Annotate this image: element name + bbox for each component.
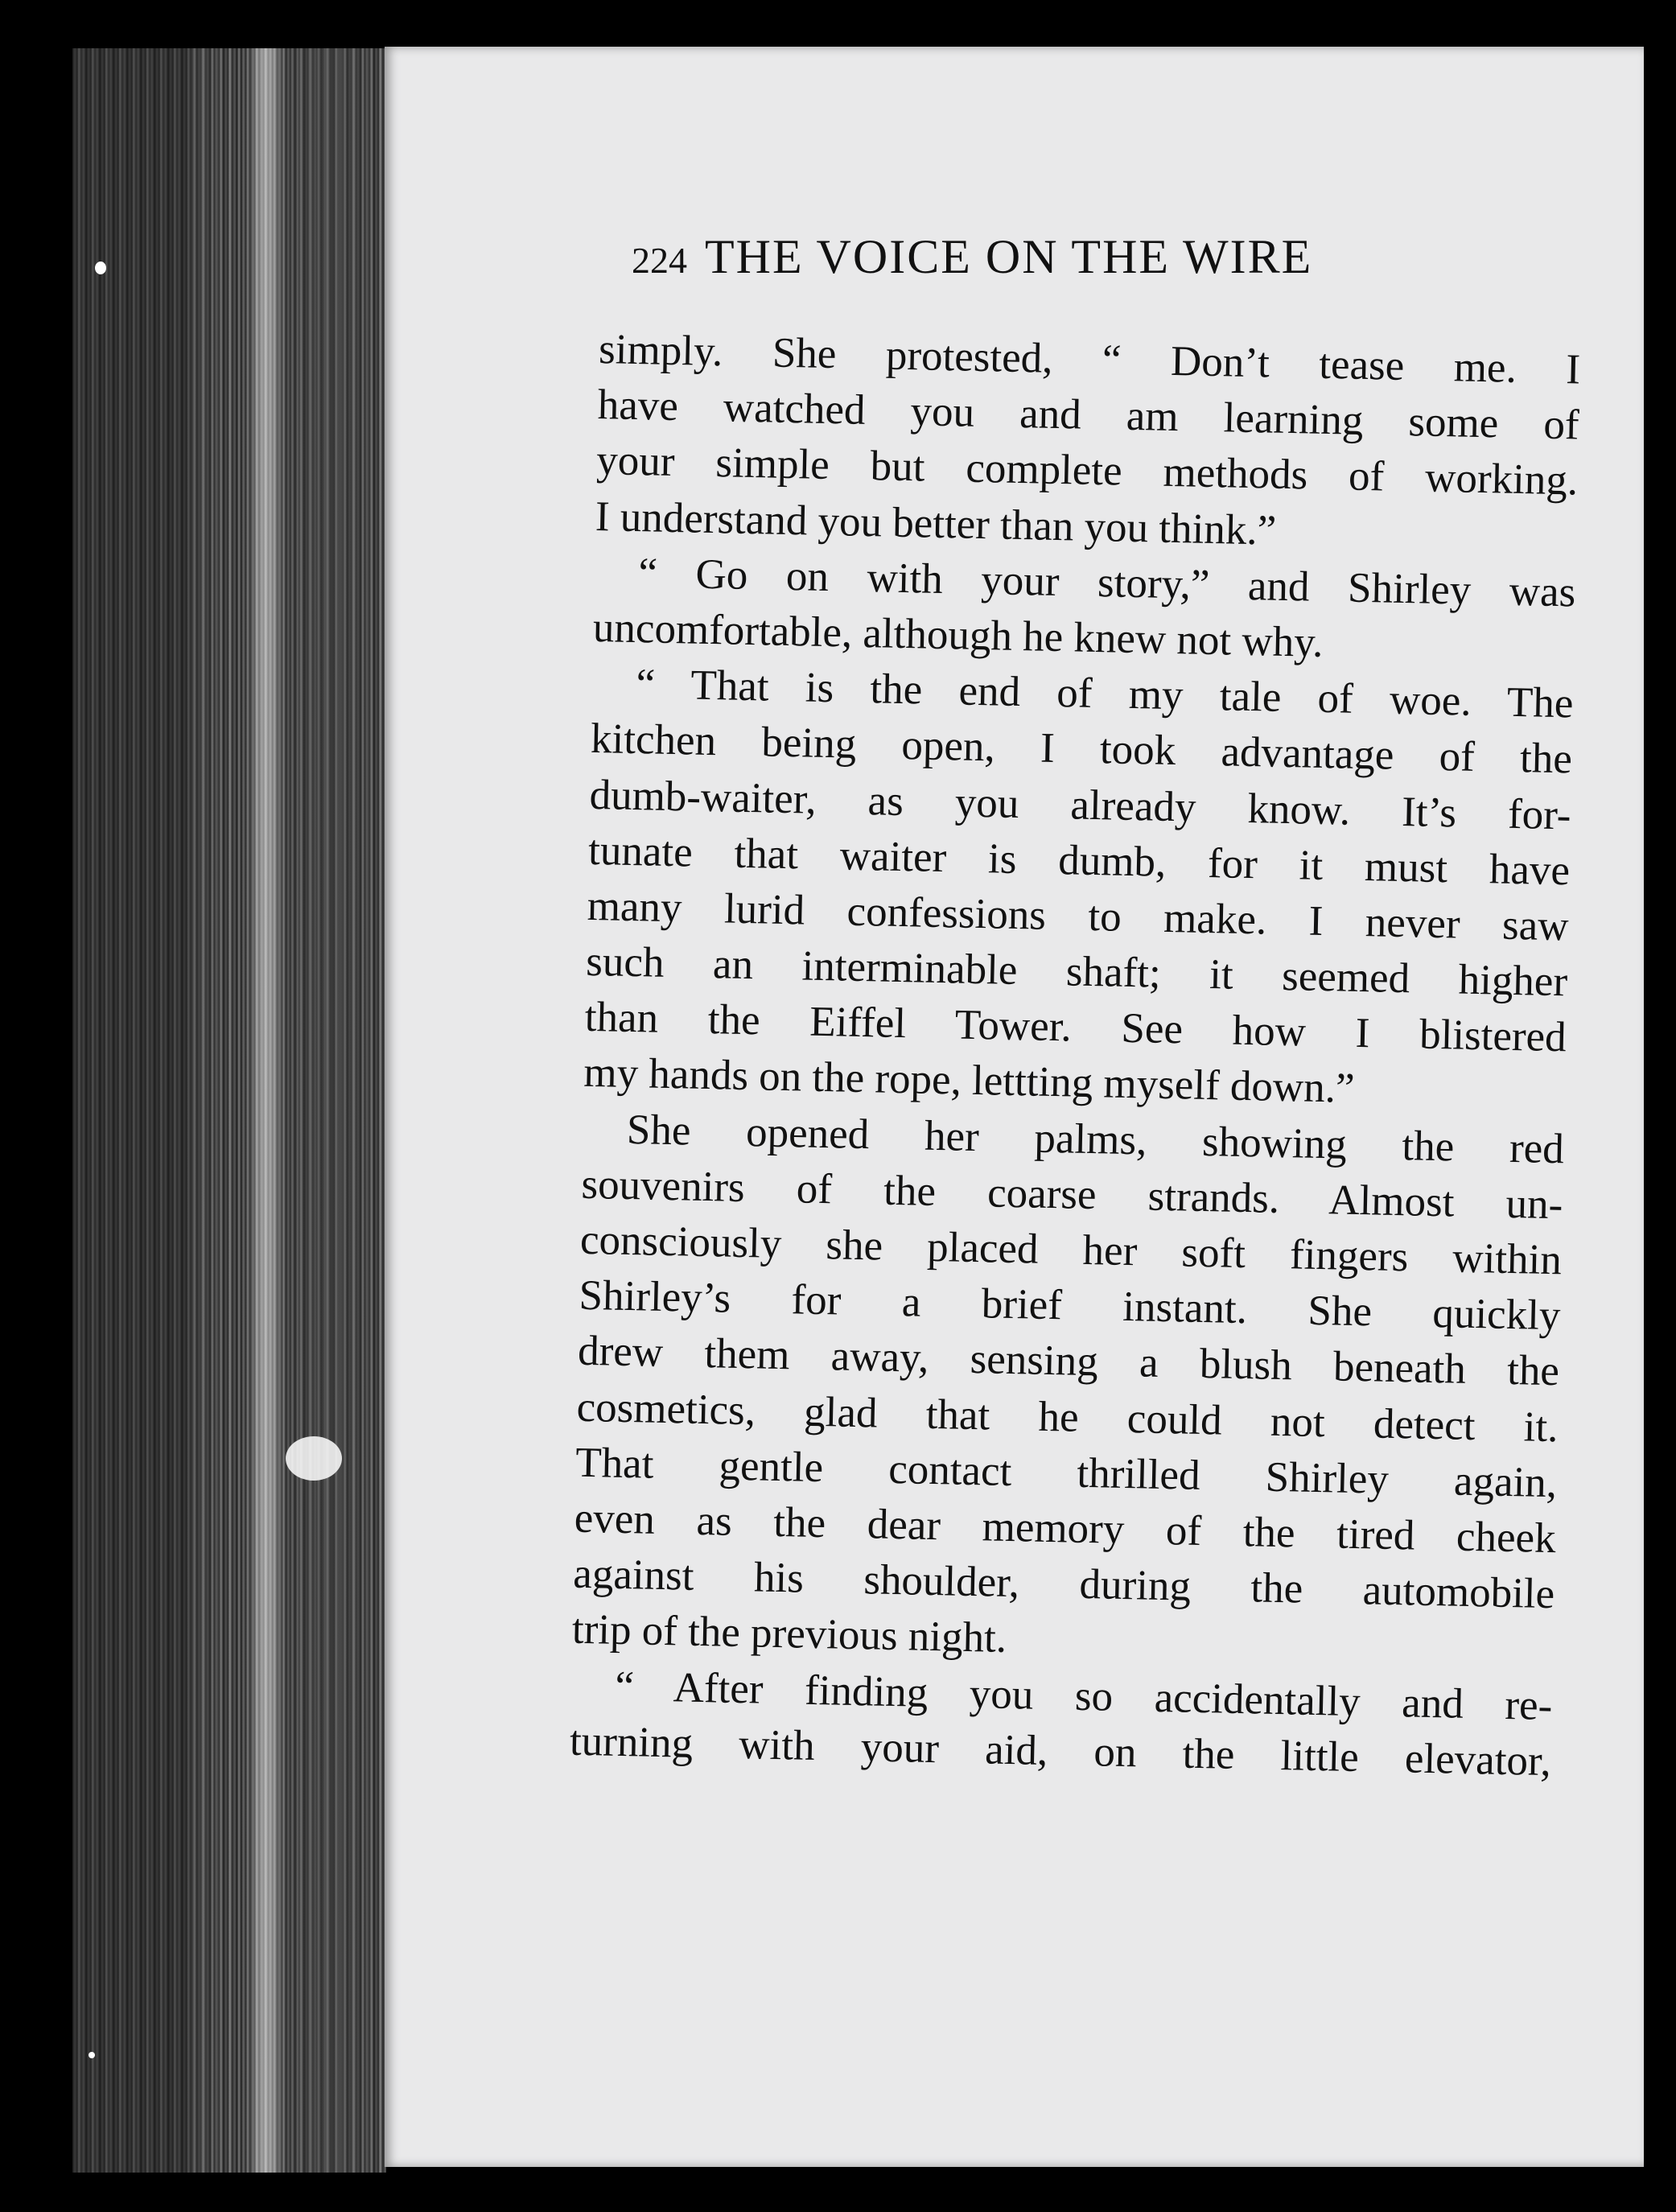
text-line: against his shoulder, during the automobile bbox=[572, 1550, 1555, 1618]
text-line: cosmetics, glad that he could not detect it. bbox=[576, 1383, 1559, 1451]
text-line: consciously she placed her soft fingers within bbox=[579, 1216, 1563, 1284]
text-line: Shirley’s for a brief instant. She quickly bbox=[579, 1271, 1561, 1340]
text-line: turning with your aid, on the little elevator, bbox=[569, 1717, 1552, 1785]
text-line: your simple but complete methods of working. bbox=[595, 437, 1579, 505]
text-line: many lurid confessions to make. I never saw bbox=[587, 882, 1570, 950]
text-line: souvenirs of the coarse strands. Almost un- bbox=[580, 1160, 1563, 1229]
body-text bbox=[569, 322, 1580, 1790]
text-line: That gentle contact thrilled Shirley again, bbox=[574, 1439, 1558, 1506]
scan-speck bbox=[95, 262, 106, 274]
running-header bbox=[632, 229, 1485, 294]
text-line: trip of the previous night. bbox=[571, 1605, 1007, 1662]
book-gutter bbox=[72, 48, 386, 2173]
text-line: “ After finding you so accidentally and re- bbox=[614, 1662, 1553, 1729]
running-title: THE VOICE ON THE WIRE bbox=[705, 230, 1313, 283]
page-edge-highlight bbox=[249, 48, 282, 2173]
text-line: drew them away, sensing a blush beneath the bbox=[577, 1328, 1560, 1395]
text-line: “ Go on with your story,” and Shirley was bbox=[637, 549, 1576, 616]
scan-speck bbox=[286, 1436, 342, 1481]
text-line: have watched you and am learning some of bbox=[597, 381, 1580, 449]
text-line: my hands on the rope, lettting myself down.” bbox=[583, 1049, 1356, 1113]
text-line: tunate that waiter is dumb, for it must have bbox=[587, 826, 1571, 895]
scan-speck bbox=[89, 2052, 95, 2058]
text-line: dumb-waiter, as you already know. It’s for- bbox=[589, 771, 1572, 838]
page-number: 224 bbox=[632, 240, 687, 281]
text-line: kitchen being open, I took advantage of the bbox=[590, 715, 1573, 783]
text-line: I understand you better than you think.” bbox=[595, 492, 1277, 554]
text-line: uncomfortable, although he knew not why. bbox=[592, 603, 1324, 666]
text-line: even as the dear memory of the tired cheek bbox=[574, 1494, 1557, 1563]
text-line: “ That is the end of my tale of woe. The bbox=[635, 661, 1574, 727]
text-line: She opened her palms, showing the red bbox=[626, 1106, 1565, 1172]
text-line: than the Eiffel Tower. See how I blistered bbox=[584, 994, 1567, 1061]
text-line: simply. She protested, “ Don’t tease me. I bbox=[598, 325, 1581, 393]
text-line: such an interminable shaft; it seemed higher bbox=[585, 937, 1568, 1006]
